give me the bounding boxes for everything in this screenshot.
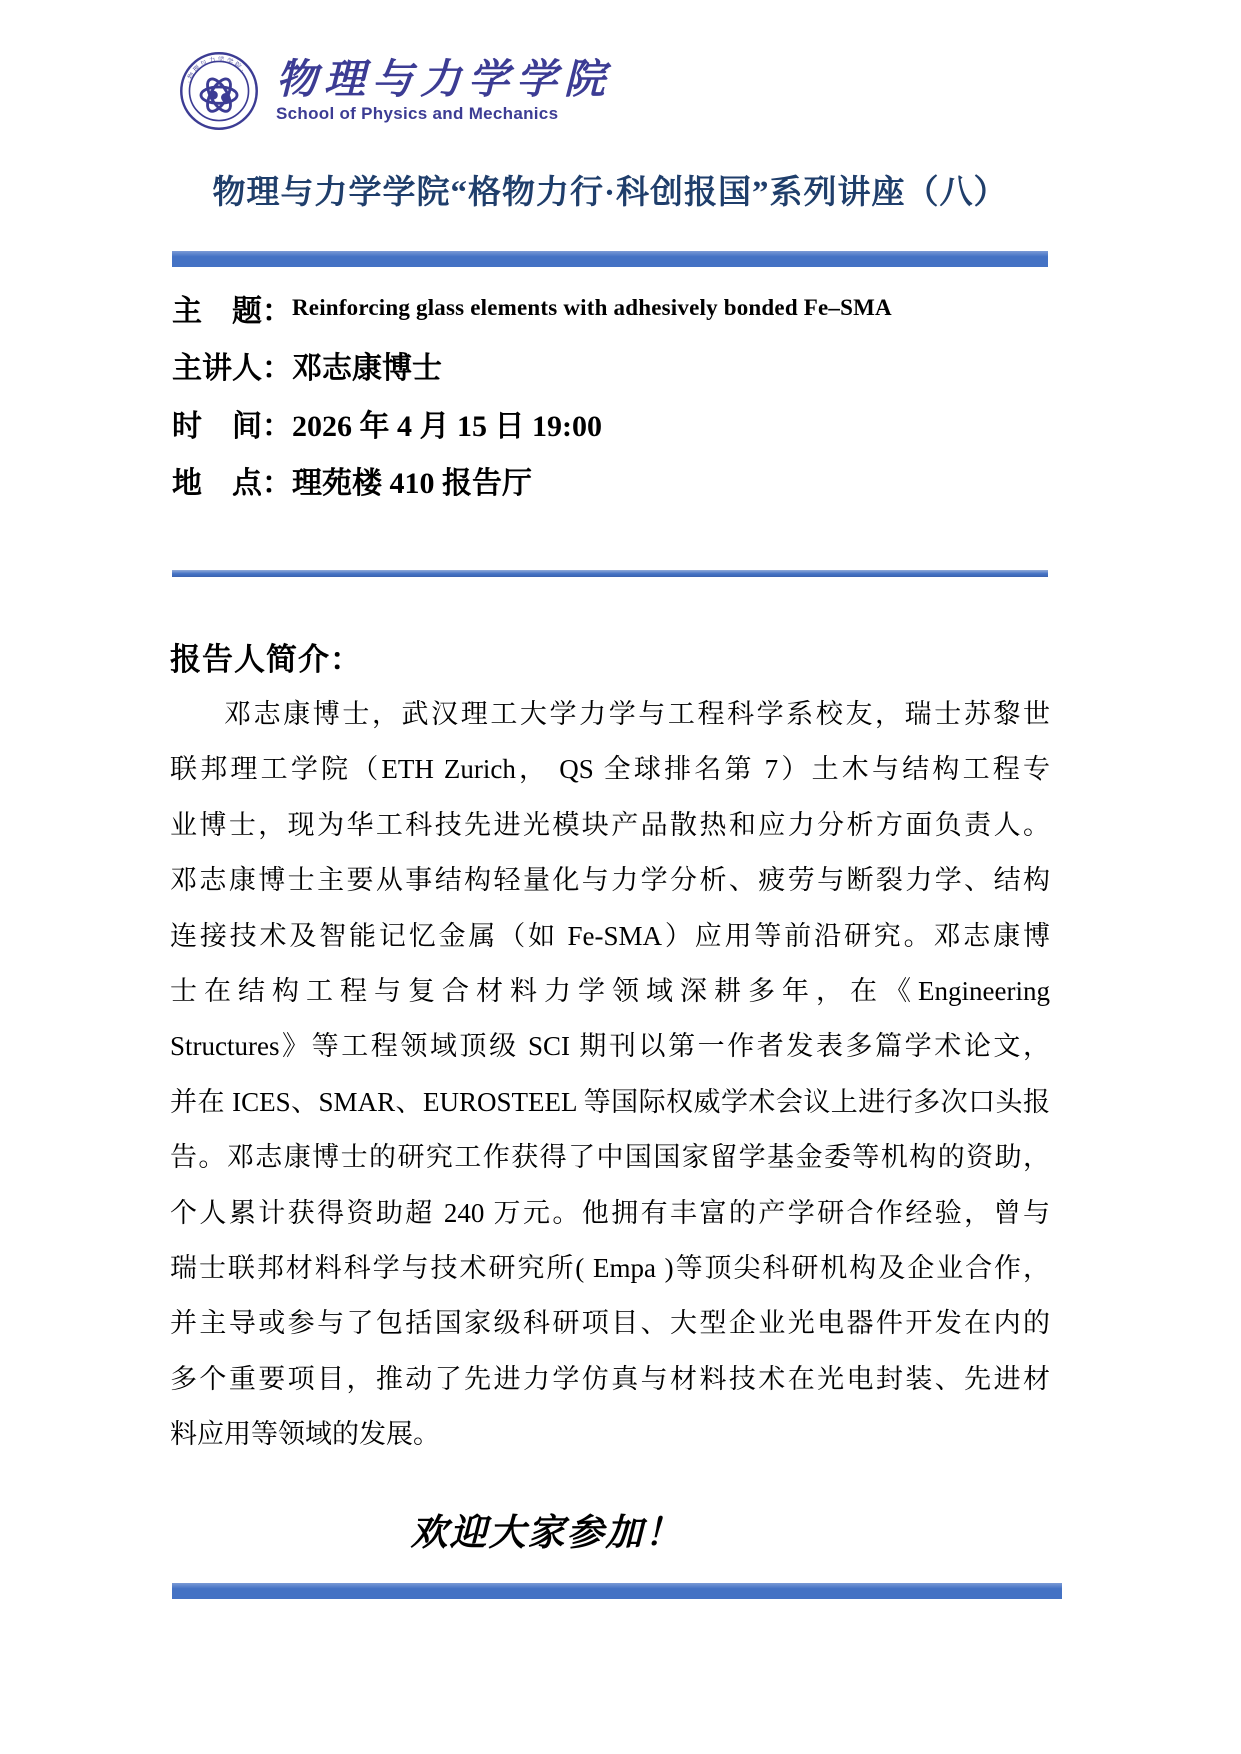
detail-label: 主 题： — [172, 294, 292, 328]
bio-line: 连接技术及智能记忆金属（如 Fe-SMA）应用等前沿研究。邓志康博 — [170, 920, 1050, 951]
detail-value: Reinforcing glass elements with adhesively bonded Fe–SMA — [292, 294, 892, 320]
detail-value: 邓志康博士 — [292, 352, 442, 386]
detail-time — [172, 394, 1052, 452]
lecture-details — [172, 279, 1052, 509]
detail-speaker — [172, 337, 1052, 395]
bio-line: 并主导或参与了包括国家级科研项目、大型企业光电器件开发在内的 — [170, 1308, 1050, 1339]
bio-line: 个人累计获得资助超 240 万元。他拥有丰富的产学研合作经验，曾与 — [170, 1197, 1050, 1228]
svg-text:· 物 理 与 力 学 学 院 ·: · 物 理 与 力 学 学 院 · — [185, 56, 246, 85]
detail-label: 地 点： — [172, 467, 292, 501]
detail-value: 理苑楼 410 报告厅 — [292, 467, 532, 501]
bio-line: 并在 ICES、SMAR、EUROSTEEL 等国际权威学术会议上进行多次口头报 — [170, 1086, 1050, 1117]
school-name-en: School of Physics and Mechanics — [276, 103, 559, 123]
school-logo — [178, 50, 612, 132]
bio-line: 多个重要项目，推动了先进力学仿真与材料技术在光电封装、先进材 — [170, 1363, 1050, 1394]
school-seal-atom-icon — [178, 50, 260, 132]
school-name-cn: 物理与力学学院 — [276, 56, 612, 103]
welcome-message: 欢迎大家参加！ — [410, 1513, 684, 1554]
bio-line: 联邦理工学院（ETH Zurich， QS 全球排名第 7）土木与结构工程专 — [170, 754, 1050, 785]
bio-line: 邓志康博士主要从事结构轻量化与力学分析、疲劳与断裂力学、结构 — [170, 865, 1050, 896]
bio-line: Structures》等工程领域顶级 SCI 期刊以第一作者发表多篇学术论文， — [170, 1031, 1050, 1062]
bio-line: 告。邓志康博士的研究工作获得了中国国家留学基金委等机构的资助， — [170, 1142, 1050, 1173]
separator-bar-middle — [172, 570, 1048, 577]
separator-bar-top — [172, 251, 1048, 267]
bio-line: 料应用等领域的发展。 — [170, 1419, 440, 1450]
detail-label: 主讲人： — [172, 352, 292, 386]
bio-line: 业博士，现为华工科技先进光模块产品散热和应力分析方面负责人。 — [170, 809, 1050, 840]
bio-line: 瑞士联邦材料科学与技术研究所( Empa )等顶尖科研机构及企业合作， — [170, 1252, 1050, 1283]
bio-heading: 报告人简介： — [170, 642, 362, 677]
bio-paragraph — [170, 687, 1050, 1462]
separator-bar-bottom — [172, 1583, 1062, 1599]
detail-topic — [172, 279, 1052, 337]
detail-location — [172, 452, 1052, 510]
bio-line: 邓志康博士，武汉理工大学力学与工程科学系校友，瑞士苏黎世 — [224, 699, 1050, 729]
lecture-series-title: 物理与力学学院“格物力行·科创报国”系列讲座（八） — [212, 175, 1008, 211]
detail-label: 时 间： — [172, 409, 292, 443]
detail-value: 2026 年 4 月 15 日 19:00 — [292, 409, 602, 443]
bio-line: 士在结构工程与复合材料力学领域深耕多年，在《Engineering — [170, 975, 1050, 1006]
